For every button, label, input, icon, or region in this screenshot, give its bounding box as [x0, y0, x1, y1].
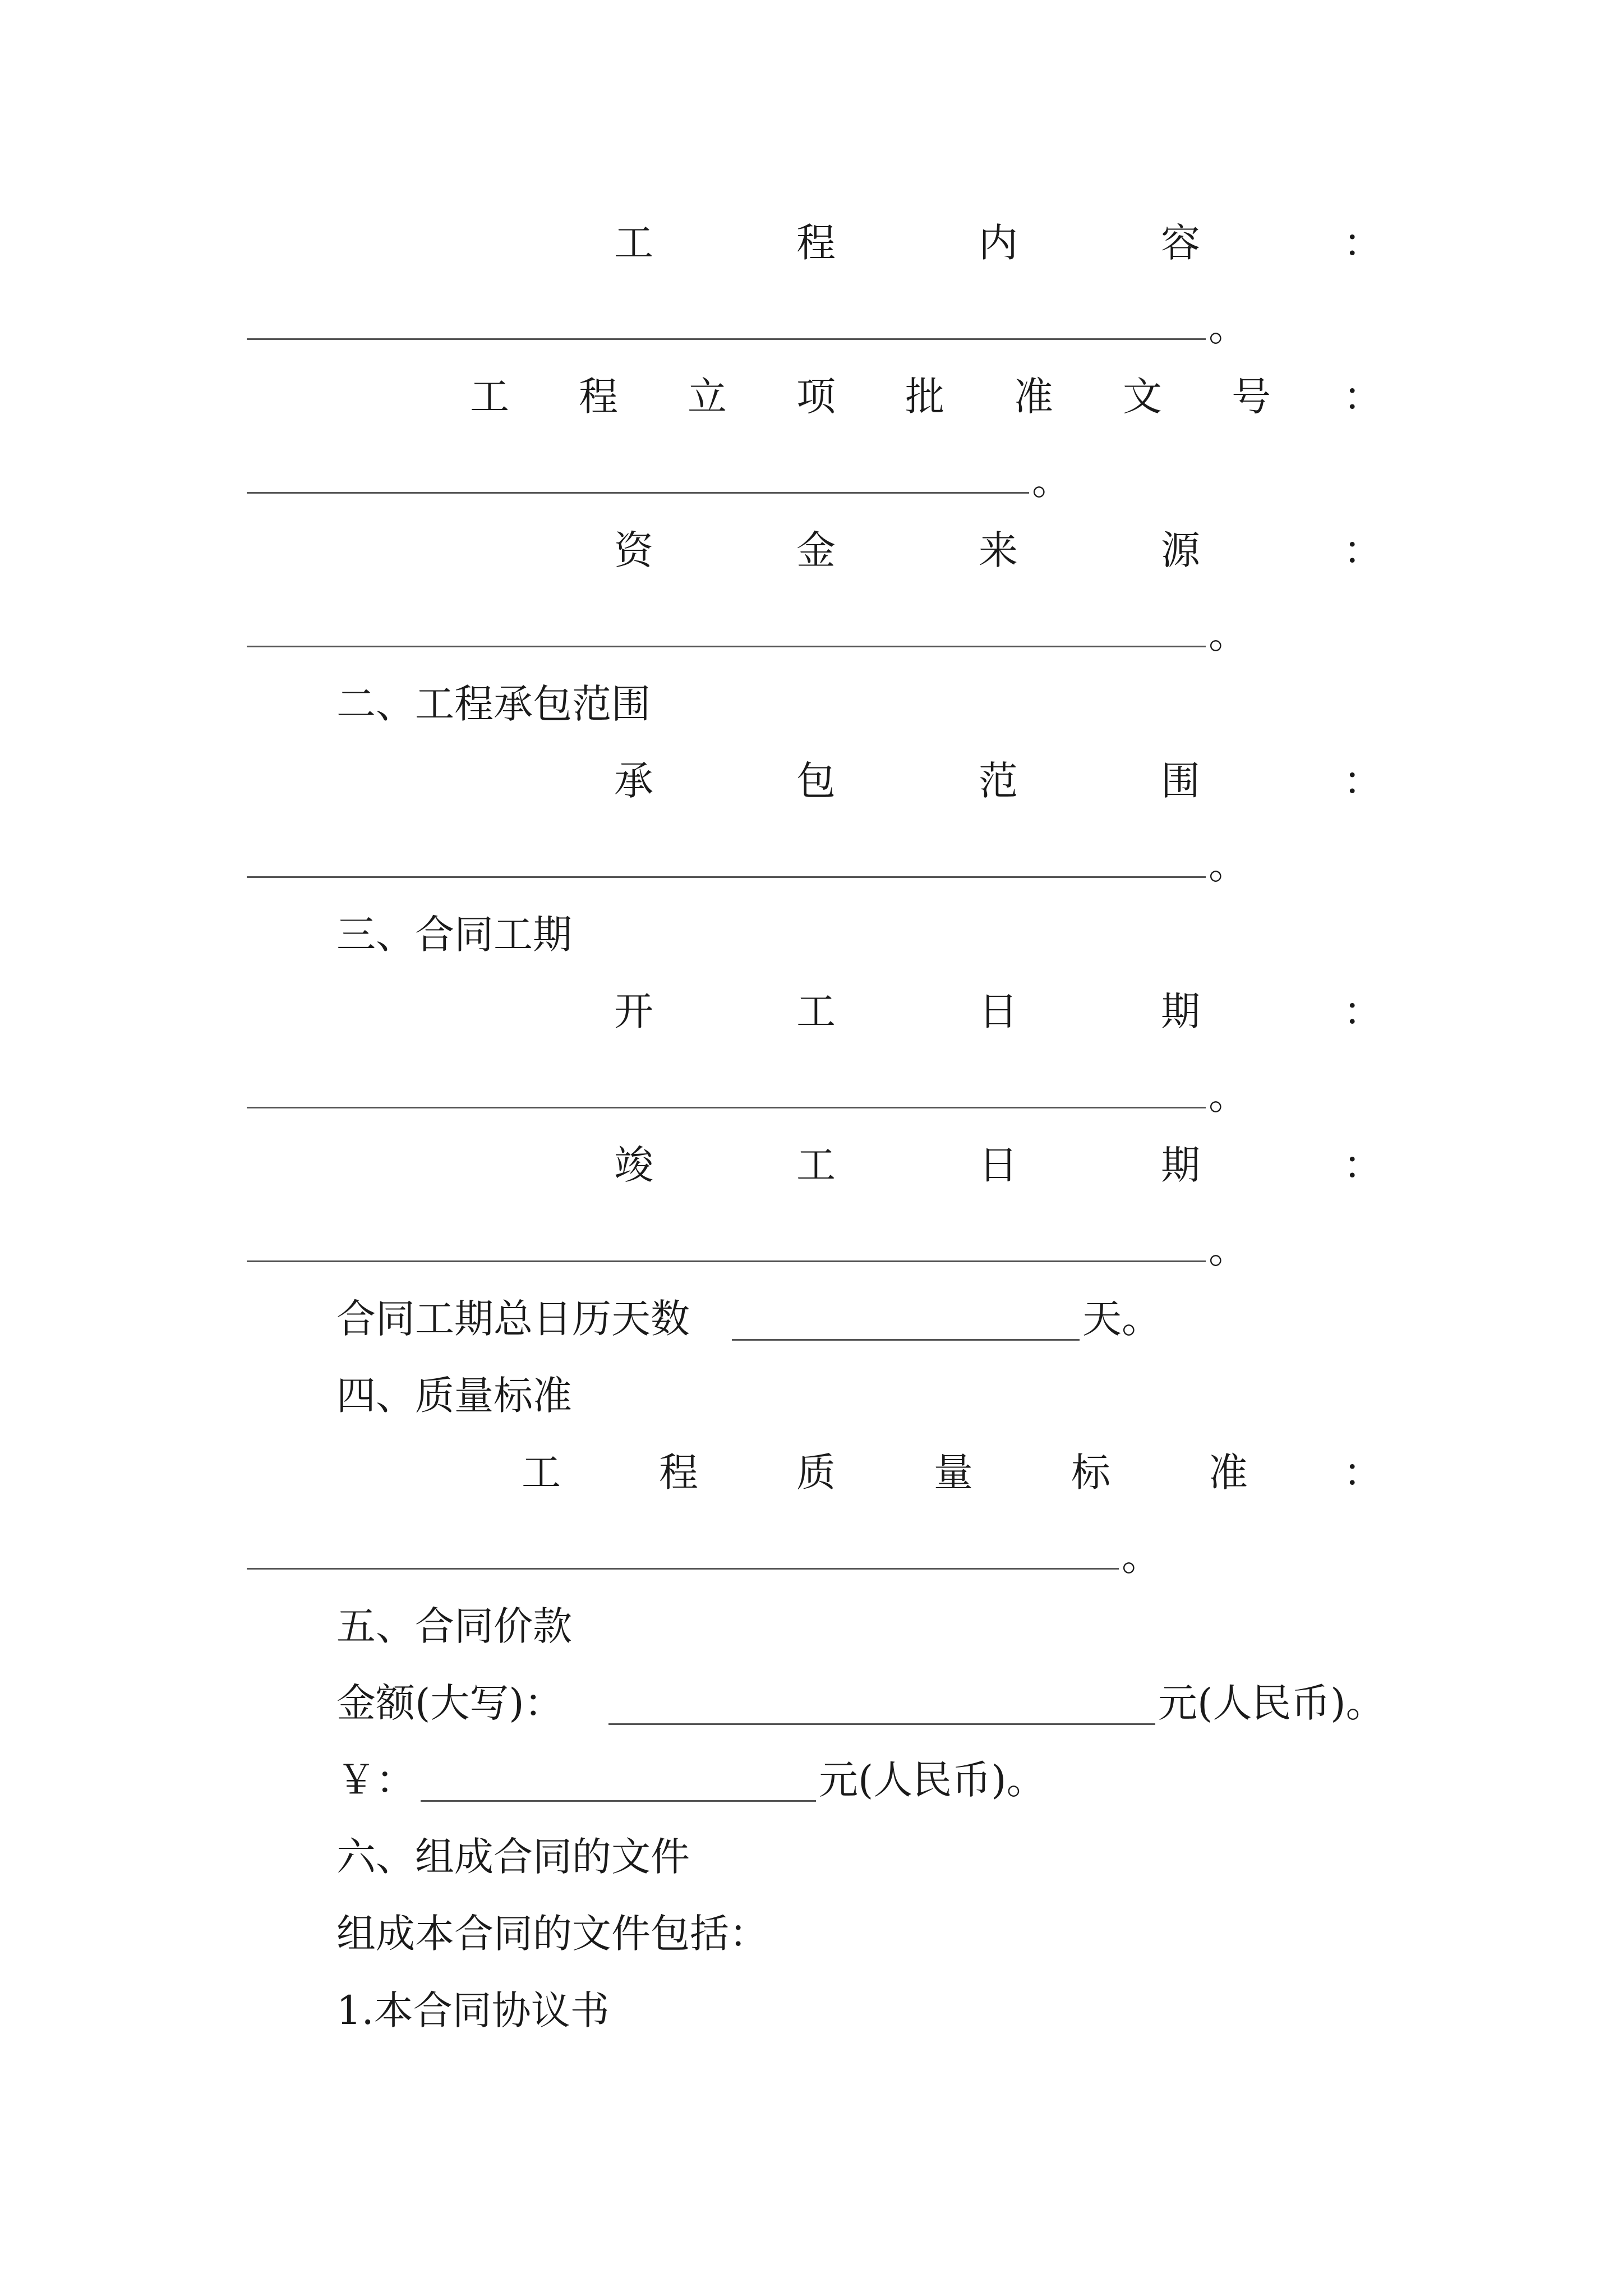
scope-blank[interactable] — [247, 876, 1206, 878]
amount-words-label: 金额(大写)： — [336, 1680, 564, 1726]
approval-no-period: 。 — [1032, 458, 1071, 504]
project-content-char-4: 容 — [1161, 220, 1200, 266]
approval-no-char-8: 号 — [1232, 374, 1271, 420]
approval-no-char-4: 项 — [796, 374, 836, 420]
quality-char-3: 质 — [796, 1450, 836, 1496]
finish-date-char-1: 竣 — [614, 1142, 653, 1188]
fund-source-char-2: 金 — [796, 527, 836, 573]
quality-char-4: 量 — [934, 1450, 973, 1496]
amount-words-suffix: 元(人民币)。 — [1158, 1680, 1385, 1726]
section-heading-price: 五、合同价款 — [336, 1603, 572, 1649]
scope-char-3: 范 — [979, 758, 1018, 804]
start-date-char-2: 工 — [796, 988, 836, 1034]
section-heading-documents: 六、组成合同的文件 — [336, 1834, 690, 1880]
fund-source-period: 。 — [1209, 611, 1248, 657]
fund-source-char-1: 资 — [614, 527, 653, 573]
fund-source-char-4: 源 — [1161, 527, 1200, 573]
section-heading-scope: 二、工程承包范围 — [336, 681, 651, 727]
scope-char-4: 围 — [1161, 758, 1200, 804]
approval-no-char-2: 程 — [579, 374, 618, 420]
amount-figures-suffix: 元(人民币)。 — [819, 1757, 1046, 1803]
project-content-colon: ： — [1343, 220, 1382, 266]
section-heading-period: 三、合同工期 — [336, 912, 572, 958]
approval-no-blank[interactable] — [247, 492, 1029, 494]
approval-no-char-3: 立 — [688, 374, 727, 420]
scope-colon: ： — [1343, 758, 1382, 804]
amount-words-blank[interactable] — [608, 1723, 1155, 1725]
documents-item-1: 1.本合同协议书 — [336, 1987, 610, 2033]
quality-char-2: 程 — [659, 1450, 698, 1496]
scope-period: 。 — [1209, 842, 1248, 888]
project-content-period: 。 — [1209, 304, 1248, 350]
quality-period: 。 — [1122, 1534, 1161, 1580]
quality-char-6: 准 — [1209, 1450, 1248, 1496]
start-date-char-3: 日 — [979, 988, 1018, 1034]
finish-date-char-4: 期 — [1161, 1142, 1200, 1188]
approval-no-colon: ： — [1343, 374, 1382, 420]
quality-colon: ： — [1343, 1450, 1382, 1496]
finish-date-char-3: 日 — [979, 1142, 1018, 1188]
documents-intro: 组成本合同的文件包括： — [336, 1911, 768, 1957]
total-days-label: 合同工期总日历天数 — [336, 1296, 690, 1342]
total-days-suffix: 天。 — [1082, 1296, 1161, 1342]
scope-char-1: 承 — [614, 758, 653, 804]
finish-date-char-2: 工 — [796, 1142, 836, 1188]
project-content-char-3: 内 — [979, 220, 1018, 266]
approval-no-char-6: 准 — [1014, 374, 1053, 420]
quality-char-1: 工 — [522, 1450, 561, 1496]
project-content-blank[interactable] — [247, 338, 1206, 340]
fund-source-char-3: 来 — [979, 527, 1018, 573]
project-content-char-2: 程 — [796, 220, 836, 266]
finish-date-blank[interactable] — [247, 1260, 1206, 1262]
section-heading-quality: 四、质量标准 — [336, 1373, 572, 1419]
fund-source-colon: ： — [1343, 527, 1382, 573]
finish-date-colon: ： — [1343, 1142, 1382, 1188]
approval-no-char-7: 文 — [1123, 374, 1162, 420]
amount-figures-label: ￥： — [336, 1757, 415, 1803]
project-content-char-1: 工 — [614, 220, 653, 266]
quality-blank[interactable] — [247, 1568, 1119, 1570]
start-date-char-4: 期 — [1161, 988, 1200, 1034]
amount-figures-blank[interactable] — [421, 1800, 816, 1802]
approval-no-char-1: 工 — [470, 374, 509, 420]
start-date-period: 。 — [1209, 1073, 1248, 1119]
finish-date-period: 。 — [1209, 1226, 1248, 1272]
start-date-colon: ： — [1343, 988, 1382, 1034]
quality-char-5: 标 — [1071, 1450, 1110, 1496]
scope-char-2: 包 — [796, 758, 836, 804]
start-date-char-1: 开 — [614, 988, 653, 1034]
total-days-blank[interactable] — [732, 1339, 1080, 1341]
fund-source-blank[interactable] — [247, 646, 1206, 647]
start-date-blank[interactable] — [247, 1107, 1206, 1108]
approval-no-char-5: 批 — [905, 374, 944, 420]
